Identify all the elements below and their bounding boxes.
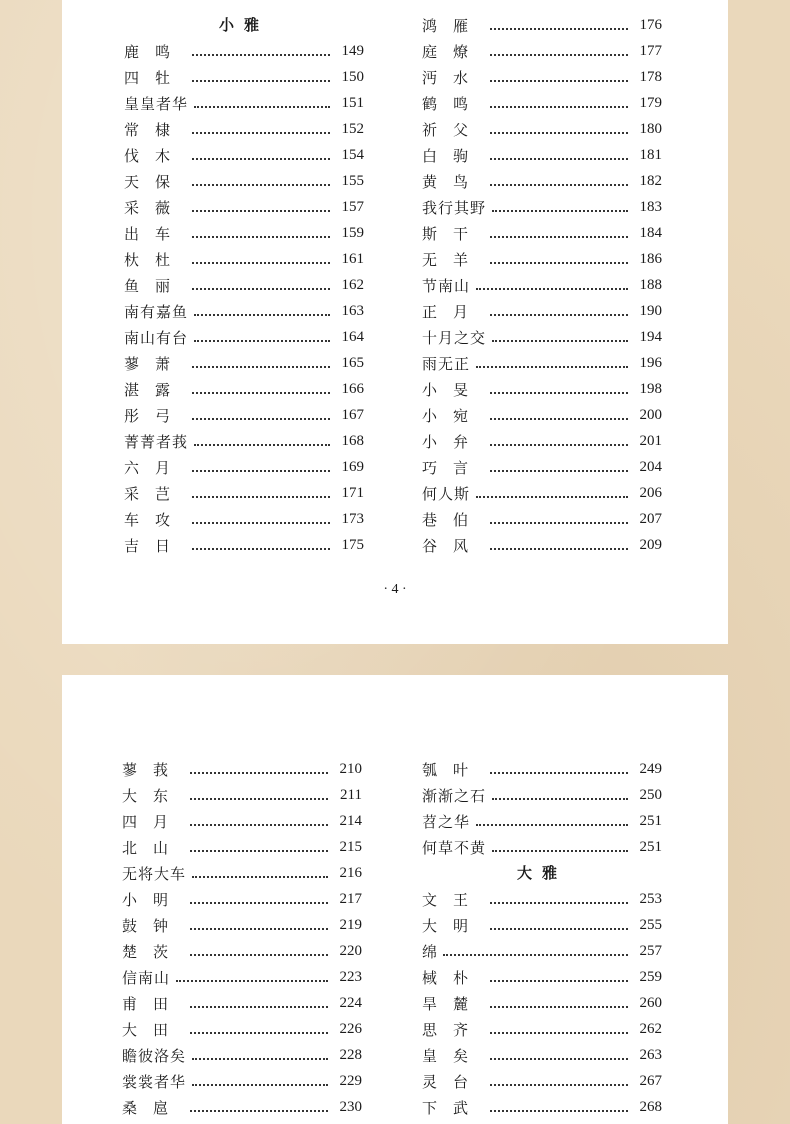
dot-leader	[190, 901, 328, 904]
entry-page-number: 166	[341, 380, 364, 397]
toc-entry[interactable]	[122, 886, 362, 912]
entry-title: 我行其野	[422, 198, 487, 217]
toc-entry[interactable]	[422, 90, 662, 116]
dot-leader	[490, 771, 628, 774]
dot-leader	[476, 287, 628, 290]
entry-page-number: 259	[639, 968, 662, 985]
entry-page-number: 180	[639, 120, 662, 137]
entry-page-number: 201	[639, 432, 662, 449]
dot-leader	[476, 365, 628, 368]
toc-entry[interactable]	[124, 90, 364, 116]
dot-leader	[192, 183, 330, 186]
entry-title: 斯干	[422, 224, 485, 243]
entry-title: 湛露	[124, 380, 187, 399]
toc-entry[interactable]	[122, 912, 362, 938]
toc-entry[interactable]	[422, 220, 662, 246]
toc-entry[interactable]	[422, 428, 662, 454]
entry-title: 瓠叶	[422, 760, 485, 779]
entry-title: 谷风	[422, 536, 485, 555]
entry-page-number: 216	[339, 864, 362, 881]
dot-leader	[490, 1109, 628, 1112]
dot-leader	[490, 53, 628, 56]
entry-title: 何草不黄	[422, 838, 487, 857]
entry-title: 桑扈	[122, 1098, 185, 1117]
toc-entry[interactable]	[124, 272, 364, 298]
dot-leader	[192, 875, 328, 878]
toc-entry[interactable]	[422, 532, 662, 558]
entry-page-number: 169	[341, 458, 364, 475]
entry-title: 小旻	[422, 380, 485, 399]
entry-title: 鼓钟	[122, 916, 185, 935]
dot-leader	[490, 261, 628, 264]
toc-entry[interactable]	[122, 834, 362, 860]
entry-title: 正月	[422, 302, 485, 321]
toc-entry[interactable]	[422, 756, 662, 782]
toc-entry[interactable]	[122, 808, 362, 834]
entry-page-number: 162	[341, 276, 364, 293]
dot-leader	[192, 521, 330, 524]
dot-leader	[490, 131, 628, 134]
dot-leader	[194, 339, 330, 342]
entry-page-number: 249	[639, 760, 662, 777]
entry-page-number: 152	[341, 120, 364, 137]
entry-page-number: 188	[639, 276, 662, 293]
entry-title: 采薇	[124, 198, 187, 217]
entry-page-number: 251	[639, 838, 662, 855]
entry-page-number: 219	[339, 916, 362, 933]
toc-entry[interactable]	[422, 808, 662, 834]
entry-title: 绵	[422, 942, 438, 961]
entry-title: 蓼萧	[124, 354, 187, 373]
toc-entry[interactable]	[124, 246, 364, 272]
toc-entry[interactable]	[422, 168, 662, 194]
toc-entry[interactable]	[124, 454, 364, 480]
entry-title: 何人斯	[422, 484, 471, 503]
toc-entry[interactable]	[122, 1094, 362, 1120]
toc-entry[interactable]	[124, 506, 364, 532]
entry-page-number: 204	[639, 458, 662, 475]
entry-page-number: 196	[639, 354, 662, 371]
entry-page-number: 229	[339, 1072, 362, 1089]
entry-page-number: 206	[639, 484, 662, 501]
toc-entry[interactable]	[422, 990, 662, 1016]
entry-title: 大东	[122, 786, 185, 805]
entry-page-number: 171	[341, 484, 364, 501]
dot-leader	[190, 849, 328, 852]
dot-leader	[443, 953, 628, 956]
dot-leader	[192, 261, 330, 264]
toc-entry[interactable]	[422, 116, 662, 142]
entry-title: 南有嘉鱼	[124, 302, 189, 321]
toc-entry[interactable]	[124, 532, 364, 558]
toc-entry[interactable]	[422, 886, 662, 912]
toc-entry[interactable]	[122, 782, 362, 808]
toc-entry[interactable]	[422, 506, 662, 532]
entry-title: 四月	[122, 812, 185, 831]
entry-page-number: 263	[639, 1046, 662, 1063]
entry-title: 蓼莪	[122, 760, 185, 779]
dot-leader	[492, 209, 628, 212]
entry-page-number: 149	[341, 42, 364, 59]
entry-page-number: 155	[341, 172, 364, 189]
entry-page-number: 250	[639, 786, 662, 803]
dot-leader	[190, 823, 328, 826]
entry-page-number: 165	[341, 354, 364, 371]
entry-page-number: 176	[639, 16, 662, 33]
toc-entry[interactable]	[422, 402, 662, 428]
toc-entry[interactable]	[124, 220, 364, 246]
section-heading: 小雅	[218, 16, 269, 34]
dot-leader	[490, 927, 628, 930]
dot-leader	[490, 27, 628, 30]
entry-page-number: 157	[341, 198, 364, 215]
entry-title: 鹤鸣	[422, 94, 485, 113]
toc-entry[interactable]	[124, 298, 364, 324]
entry-title: 甫田	[122, 994, 185, 1013]
entry-title: 黄鸟	[422, 172, 485, 191]
dot-leader	[192, 1083, 328, 1086]
dot-leader	[490, 469, 628, 472]
dot-leader	[490, 391, 628, 394]
entry-page-number: 210	[339, 760, 362, 777]
entry-title: 六月	[124, 458, 187, 477]
entry-title: 大明	[422, 916, 485, 935]
toc-entry[interactable]	[124, 324, 364, 350]
dot-leader	[192, 131, 330, 134]
entry-page-number: 164	[341, 328, 364, 345]
toc-entry[interactable]	[422, 834, 662, 860]
entry-title: 沔水	[422, 68, 485, 87]
toc-entry[interactable]	[124, 168, 364, 194]
toc-entry[interactable]	[124, 428, 364, 454]
dot-leader	[192, 417, 330, 420]
toc-page-upper	[62, 0, 728, 644]
dot-leader	[492, 339, 628, 342]
dot-leader	[194, 105, 330, 108]
entry-page-number: 257	[639, 942, 662, 959]
entry-title: 文王	[422, 890, 485, 909]
toc-entry[interactable]	[422, 298, 662, 324]
toc-entry[interactable]	[122, 860, 362, 886]
entry-title: 下武	[422, 1098, 485, 1117]
dot-leader	[490, 313, 628, 316]
entry-page-number: 175	[341, 536, 364, 553]
entry-page-number: 150	[341, 68, 364, 85]
entry-title: 南山有台	[124, 328, 189, 347]
dot-leader	[190, 771, 328, 774]
entry-title: 皇矣	[422, 1046, 485, 1065]
dot-leader	[476, 495, 628, 498]
toc-entry[interactable]	[422, 12, 662, 38]
dot-leader	[490, 1083, 628, 1086]
dot-leader	[476, 823, 628, 826]
entry-title: 灵台	[422, 1072, 485, 1091]
dot-leader	[192, 53, 330, 56]
dot-leader	[190, 953, 328, 956]
entry-page-number: 220	[339, 942, 362, 959]
dot-leader	[190, 797, 328, 800]
entry-page-number: 194	[639, 328, 662, 345]
toc-entry[interactable]	[422, 194, 662, 220]
toc-entry[interactable]	[422, 64, 662, 90]
entry-title: 四牡	[124, 68, 187, 87]
entry-page-number: 179	[639, 94, 662, 111]
toc-entry[interactable]	[124, 480, 364, 506]
entry-title: 小宛	[422, 406, 485, 425]
toc-entry[interactable]	[422, 142, 662, 168]
toc-entry[interactable]	[122, 964, 362, 990]
entry-title: 鱼丽	[124, 276, 187, 295]
dot-leader	[192, 235, 330, 238]
toc-entry[interactable]	[422, 1094, 662, 1120]
entry-title: 车攻	[124, 510, 187, 529]
entry-title: 大田	[122, 1020, 185, 1039]
entry-title: 楚茨	[122, 942, 185, 961]
dot-leader	[492, 797, 628, 800]
entry-page-number: 260	[639, 994, 662, 1011]
entry-page-number: 267	[639, 1072, 662, 1089]
entry-page-number: 217	[339, 890, 362, 907]
entry-page-number: 214	[339, 812, 362, 829]
entry-page-number: 226	[339, 1020, 362, 1037]
toc-entry[interactable]	[422, 246, 662, 272]
toc-entry[interactable]	[124, 64, 364, 90]
entry-page-number: 253	[639, 890, 662, 907]
toc-entry[interactable]	[422, 964, 662, 990]
dot-leader	[490, 235, 628, 238]
dot-leader	[490, 1031, 628, 1034]
entry-page-number: 255	[639, 916, 662, 933]
entry-page-number: 186	[639, 250, 662, 267]
entry-page-number: 168	[341, 432, 364, 449]
entry-page-number: 161	[341, 250, 364, 267]
entry-title: 菁菁者莪	[124, 432, 189, 451]
entry-page-number: 183	[639, 198, 662, 215]
dot-leader	[190, 1031, 328, 1034]
toc-entry[interactable]	[422, 38, 662, 64]
section-heading: 大雅	[516, 864, 567, 882]
dot-leader	[192, 157, 330, 160]
entry-title: 棫朴	[422, 968, 485, 987]
entry-title: 白驹	[422, 146, 485, 165]
dot-leader	[490, 1057, 628, 1060]
entry-page-number: 209	[639, 536, 662, 553]
entry-title: 思齐	[422, 1020, 485, 1039]
toc-entry[interactable]	[422, 782, 662, 808]
entry-page-number: 151	[341, 94, 364, 111]
dot-leader	[192, 391, 330, 394]
dot-leader	[192, 1057, 328, 1060]
entry-page-number: 251	[639, 812, 662, 829]
entry-title: 小弁	[422, 432, 485, 451]
entry-title: 天保	[124, 172, 187, 191]
dot-leader	[490, 443, 628, 446]
toc-entry[interactable]	[124, 116, 364, 142]
entry-title: 杕杜	[124, 250, 187, 269]
entry-page-number: 182	[639, 172, 662, 189]
toc-entry[interactable]	[122, 1016, 362, 1042]
entry-title: 无将大车	[122, 864, 187, 883]
dot-leader	[192, 547, 330, 550]
entry-page-number: 181	[639, 146, 662, 163]
toc-entry[interactable]	[422, 454, 662, 480]
dot-leader	[490, 183, 628, 186]
entry-title: 巷伯	[422, 510, 485, 529]
toc-entry[interactable]	[422, 376, 662, 402]
dot-leader	[490, 547, 628, 550]
entry-title: 鹿鸣	[124, 42, 187, 61]
entry-title: 旱麓	[422, 994, 485, 1013]
dot-leader	[490, 157, 628, 160]
dot-leader	[192, 209, 330, 212]
entry-page-number: 215	[339, 838, 362, 855]
entry-title: 小明	[122, 890, 185, 909]
entry-title: 出车	[124, 224, 187, 243]
toc-page-lower	[62, 675, 728, 1124]
toc-entry[interactable]	[422, 912, 662, 938]
entry-page-number: 177	[639, 42, 662, 59]
toc-entry[interactable]	[122, 1042, 362, 1068]
toc-entry[interactable]	[422, 480, 662, 506]
dot-leader	[192, 365, 330, 368]
dot-leader	[176, 979, 328, 982]
toc-entry[interactable]	[122, 990, 362, 1016]
toc-entry[interactable]	[124, 194, 364, 220]
entry-page-number: 163	[341, 302, 364, 319]
toc-entry[interactable]	[124, 376, 364, 402]
entry-title: 常棣	[124, 120, 187, 139]
entry-title: 无羊	[422, 250, 485, 269]
dot-leader	[194, 443, 330, 446]
toc-entry[interactable]	[422, 1042, 662, 1068]
entry-page-number: 198	[639, 380, 662, 397]
entry-title: 节南山	[422, 276, 471, 295]
toc-entry[interactable]	[124, 38, 364, 64]
entry-title: 雨无正	[422, 354, 471, 373]
dot-leader	[192, 79, 330, 82]
entry-title: 鸿雁	[422, 16, 485, 35]
dot-leader	[192, 287, 330, 290]
dot-leader	[190, 927, 328, 930]
toc-entry[interactable]	[124, 350, 364, 376]
entry-title: 皇皇者华	[124, 94, 189, 113]
toc-entry[interactable]	[422, 272, 662, 298]
entry-title: 采芑	[124, 484, 187, 503]
toc-entry[interactable]	[122, 938, 362, 964]
entry-page-number: 224	[339, 994, 362, 1011]
entry-title: 巧言	[422, 458, 485, 477]
entry-title: 北山	[122, 838, 185, 857]
dot-leader	[192, 469, 330, 472]
toc-entry[interactable]	[122, 1068, 362, 1094]
entry-title: 渐渐之石	[422, 786, 487, 805]
entry-page-number: 167	[341, 406, 364, 423]
toc-entry[interactable]	[422, 938, 662, 964]
entry-title: 十月之交	[422, 328, 487, 347]
toc-entry[interactable]	[422, 350, 662, 376]
entry-title: 苕之华	[422, 812, 471, 831]
dot-leader	[490, 105, 628, 108]
entry-page-number: 159	[341, 224, 364, 241]
dot-leader	[490, 417, 628, 420]
toc-entry[interactable]	[124, 142, 364, 168]
dot-leader	[490, 521, 628, 524]
entry-title: 彤弓	[124, 406, 187, 425]
entry-page-number: 211	[340, 786, 362, 803]
entry-page-number: 228	[339, 1046, 362, 1063]
dot-leader	[194, 313, 330, 316]
entry-title: 信南山	[122, 968, 171, 987]
entry-title: 瞻彼洛矣	[122, 1046, 187, 1065]
dot-leader	[192, 495, 330, 498]
entry-page-number: 223	[339, 968, 362, 985]
entry-page-number: 230	[339, 1098, 362, 1115]
page-number: · 4 ·	[383, 582, 407, 597]
entry-page-number: 262	[639, 1020, 662, 1037]
toc-entry[interactable]	[122, 756, 362, 782]
dot-leader	[190, 1109, 328, 1112]
entry-title: 伐木	[124, 146, 187, 165]
toc-entry[interactable]	[124, 402, 364, 428]
dot-leader	[492, 849, 628, 852]
entry-page-number: 173	[341, 510, 364, 527]
toc-entry[interactable]	[422, 1068, 662, 1094]
entry-title: 祈父	[422, 120, 485, 139]
toc-entry[interactable]	[422, 324, 662, 350]
entry-page-number: 184	[639, 224, 662, 241]
dot-leader	[490, 79, 628, 82]
dot-leader	[490, 901, 628, 904]
entry-page-number: 200	[639, 406, 662, 423]
entry-page-number: 178	[639, 68, 662, 85]
dot-leader	[190, 1005, 328, 1008]
dot-leader	[490, 979, 628, 982]
entry-page-number: 190	[639, 302, 662, 319]
entry-page-number: 154	[341, 146, 364, 163]
entry-page-number: 207	[639, 510, 662, 527]
entry-title: 庭燎	[422, 42, 485, 61]
entry-page-number: 268	[639, 1098, 662, 1115]
dot-leader	[490, 1005, 628, 1008]
entry-title: 吉日	[124, 536, 187, 555]
entry-title: 裳裳者华	[122, 1072, 187, 1091]
toc-entry[interactable]	[422, 1016, 662, 1042]
